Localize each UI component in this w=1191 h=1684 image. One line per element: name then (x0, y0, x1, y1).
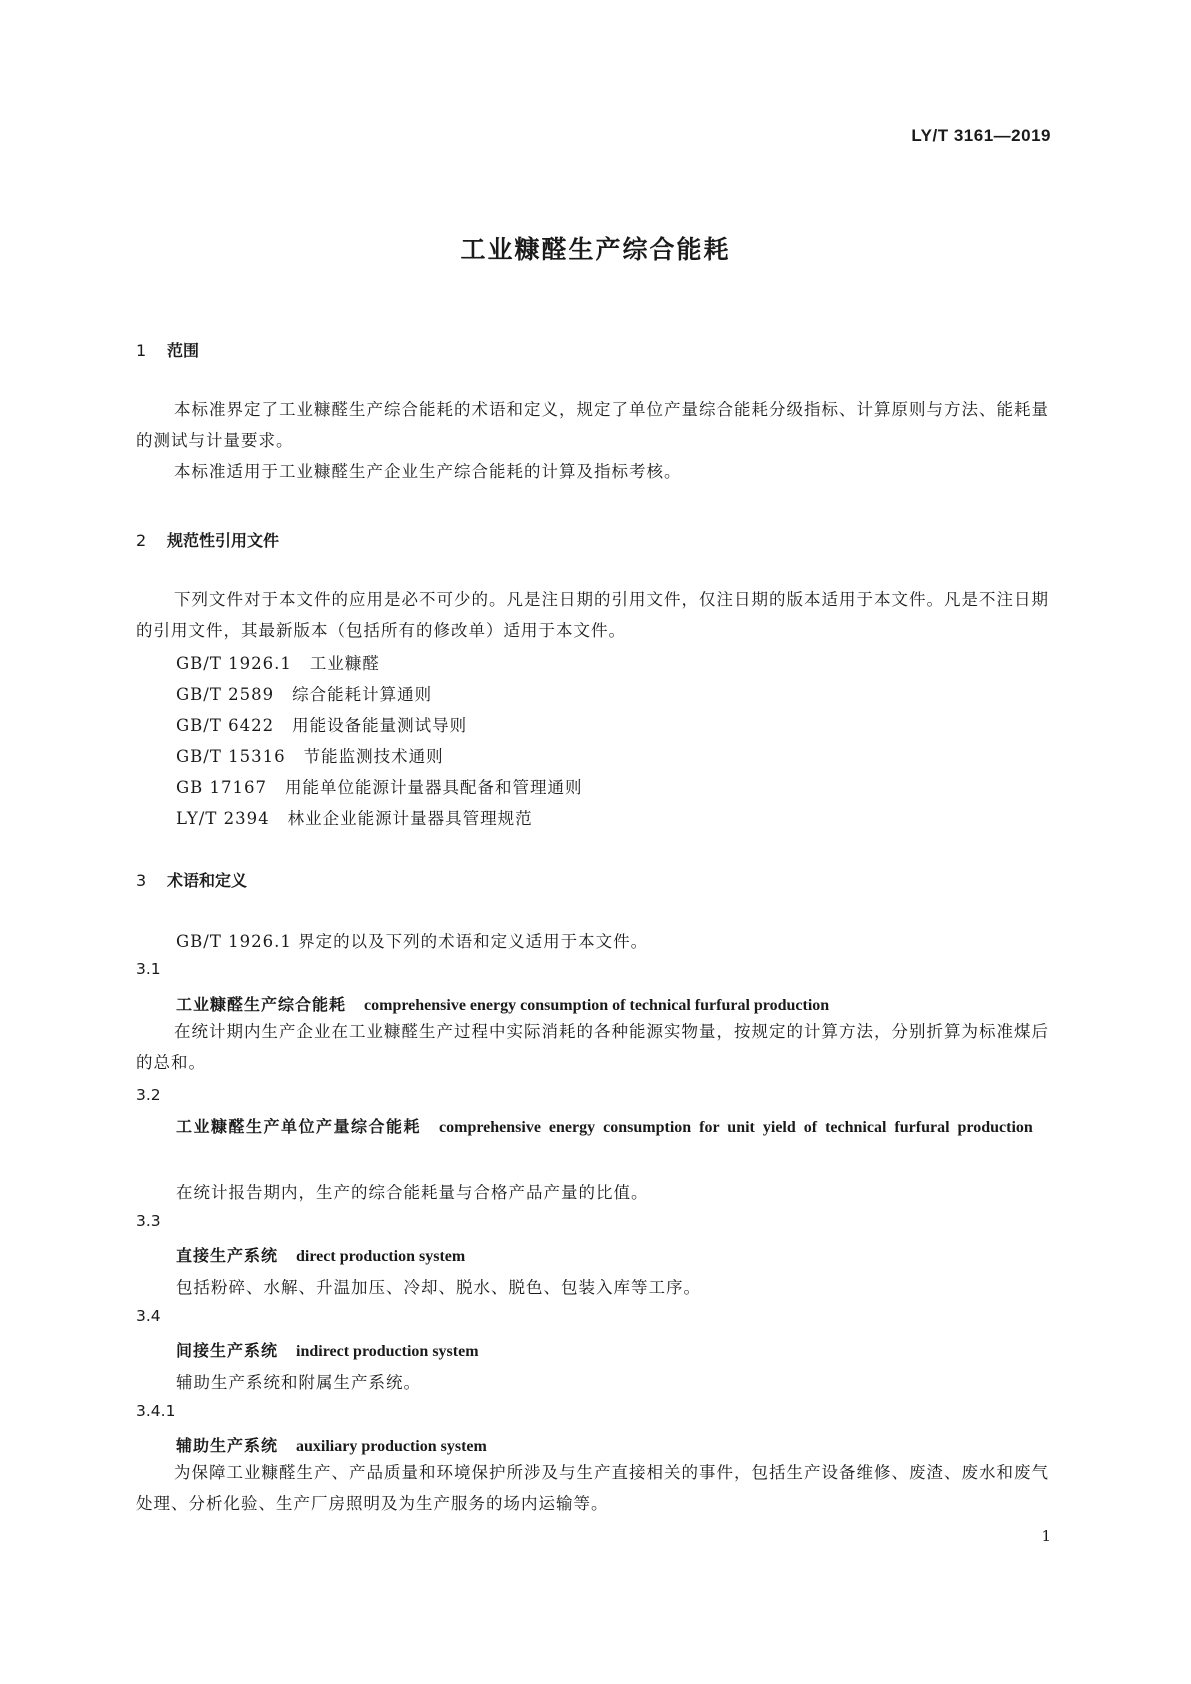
term-zh: 辅助生产系统 (176, 1436, 279, 1455)
term-definition: 在统计期内生产企业在工业糠醛生产过程中实际消耗的各种能源实物量，按规定的计算方法，分别折算为标准煤后的总和。 (136, 1022, 1049, 1072)
term-en: indirect production system (296, 1343, 479, 1360)
ref-code: GB 17167 (176, 778, 268, 797)
terms-intro: GB/T 1926.1 界定的以及下列的术语和定义适用于本文件。 (176, 932, 649, 951)
section-title: 规范性引用文件 (167, 531, 280, 550)
section-number: 3 (136, 871, 147, 890)
term-number: 3.3 (136, 1212, 161, 1230)
ref-title: 工业糠醛 (309, 654, 380, 673)
term-definition: 在统计报告期内，生产的综合能耗量与合格产品产量的比值。 (176, 1183, 649, 1202)
term-heading (136, 1111, 1056, 1143)
section-heading-refs (136, 528, 279, 551)
term-number: 3.2 (136, 1086, 161, 1104)
ref-code: GB/T 15316 (176, 747, 286, 766)
term-zh: 间接生产系统 (176, 1341, 279, 1360)
section-title: 术语和定义 (167, 871, 248, 890)
scope-paragraph-1: 本标准界定了工业糠醛生产综合能耗的术语和定义，规定了单位产量综合能耗分级指标、计算原则与方法、能耗量的测试与计量要求。 (136, 400, 1049, 450)
ref-code: GB/T 1926.1 (176, 654, 292, 673)
ref-item (176, 650, 380, 674)
ref-item (176, 712, 467, 736)
term-en: comprehensive energy consumption of technical furfural production (364, 997, 830, 1014)
ref-title: 节能监测技术通则 (303, 747, 444, 766)
document-title: 工业糠醛生产综合能耗 (460, 235, 731, 264)
ref-code: GB/T 6422 (176, 716, 275, 735)
section-number: 1 (136, 341, 147, 360)
section-title: 范围 (167, 341, 200, 360)
term-definition: 为保障工业糠醛生产、产品质量和环境保护所涉及与生产直接相关的事件，包括生产设备维修、废渣、废水和废气处理、分析化验、生产厂房照明及为生产服务的场内运输等。 (136, 1463, 1049, 1513)
term-heading (176, 992, 829, 1015)
ref-title: 用能单位能源计量器具配备和管理通则 (285, 778, 583, 797)
term-number: 3.1 (136, 960, 161, 978)
ref-item (176, 774, 583, 798)
term-number: 3.4.1 (136, 1402, 176, 1420)
term-en: direct production system (296, 1248, 466, 1265)
term-zh: 直接生产系统 (176, 1246, 279, 1265)
ref-code: GB/T 2589 (176, 685, 275, 704)
section-heading-scope (136, 338, 199, 361)
ref-title: 用能设备能量测试导则 (292, 716, 468, 735)
term-definition: 辅助生产系统和附属生产系统。 (176, 1373, 421, 1392)
ref-item (176, 681, 432, 705)
section-number: 2 (136, 531, 147, 550)
refs-intro: 下列文件对于本文件的应用是必不可少的。凡是注日期的引用文件，仅注日期的版本适用于本文件。凡是不注日期的引用文件，其最新版本（包括所有的修改单）适用于本文件。 (136, 590, 1049, 640)
term-number: 3.4 (136, 1307, 161, 1325)
term-heading (176, 1433, 487, 1456)
term-en: comprehensive energy consumption for unit yield of technical furfural production (439, 1119, 1033, 1136)
page-number: 1 (1041, 1527, 1051, 1545)
term-heading (176, 1338, 479, 1361)
ref-code: LY/T 2394 (176, 809, 270, 828)
term-en: auxiliary production system (296, 1438, 487, 1455)
term-zh: 工业糠醛生产综合能耗 (176, 995, 347, 1014)
ref-item (176, 743, 444, 767)
scope-paragraph-2: 本标准适用于工业糠醛生产企业生产综合能耗的计算及指标考核。 (174, 462, 682, 481)
term-definition: 包括粉碎、水解、升温加压、冷却、脱水、脱色、包装入库等工序。 (176, 1278, 701, 1297)
term-heading (176, 1243, 465, 1266)
ref-title: 综合能耗计算通则 (292, 685, 433, 704)
ref-title: 林业企业能源计量器具管理规范 (287, 809, 533, 828)
term-zh: 工业糠醛生产单位产量综合能耗 (176, 1117, 422, 1136)
standard-code: LY/T 3161—2019 (911, 126, 1051, 145)
ref-item (176, 805, 533, 829)
section-heading-terms (136, 868, 247, 891)
